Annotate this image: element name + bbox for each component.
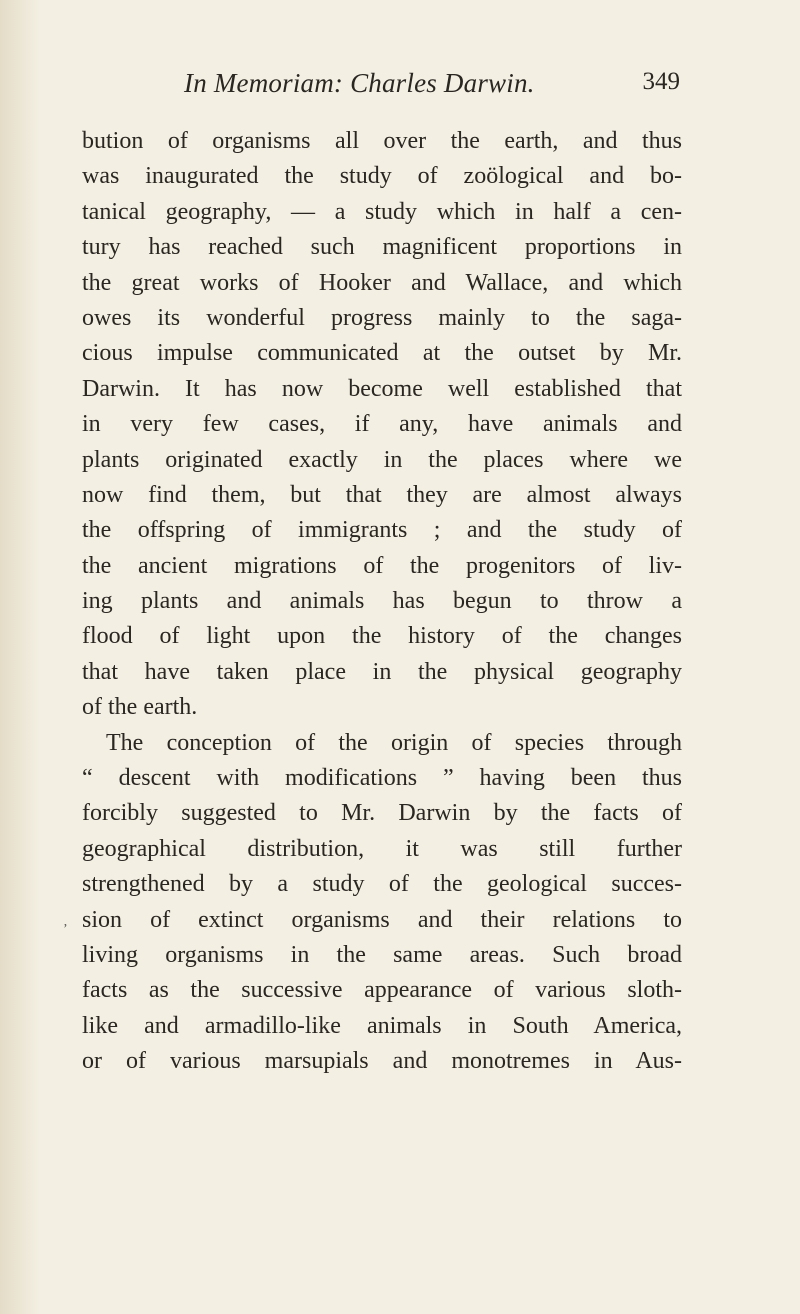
text-line: ing plants and animals has begun to throw a (82, 588, 682, 615)
paragraph-start-line: The conception of the origin of species through (106, 729, 682, 756)
text-line: like and armadillo-like animals in South America, (82, 1012, 682, 1039)
text-line: the ancient migrations of the progenitors of liv- (82, 552, 682, 579)
text-line: sion of extinct organisms and their relations to (82, 906, 682, 933)
text-line: Darwin. It has now become well established that (82, 375, 682, 402)
text-line: tanical geography, — a study which in half a cen- (82, 198, 682, 225)
text-line: or of various marsupials and monotremes in Aus- (82, 1048, 682, 1075)
text-line: in very few cases, if any, have animals and (82, 411, 682, 438)
running-title: In Memoriam: Charles Darwin. (184, 68, 535, 98)
text-line: cious impulse communicated at the outset by Mr. (82, 340, 682, 367)
text-line: that have taken place in the physical geography (82, 658, 682, 685)
stray-ink-mark: ’ (63, 922, 68, 937)
text-line: living organisms in the same areas. Such broad (82, 941, 682, 968)
text-line: flood of light upon the history of the changes (82, 623, 682, 650)
text-line: of the earth. (82, 694, 198, 721)
text-line: the great works of Hooker and Wallace, and which (82, 269, 682, 296)
text-line: owes its wonderful progress mainly to the saga- (82, 304, 682, 331)
text-line: “ descent with modifications ” having been thus (82, 765, 682, 792)
text-line: plants originated exactly in the places where we (82, 446, 682, 473)
text-line: facts as the successive appearance of various sloth- (82, 977, 682, 1004)
text-line: tury has reached such magnificent proportions in (82, 234, 682, 261)
page-number: 349 (642, 68, 680, 95)
text-line: was inaugurated the study of zoölogical and bo- (82, 163, 682, 190)
text-line: the offspring of immigrants ; and the study of (82, 517, 682, 544)
text-line: strengthened by a study of the geological succes- (82, 871, 682, 898)
body-text (82, 124, 682, 1080)
running-head (80, 68, 680, 108)
text-line: geographical distribution, it was still further (82, 835, 682, 862)
text-line: forcibly suggested to Mr. Darwin by the facts of (82, 800, 682, 827)
text-line: now find them, but that they are almost always (82, 481, 682, 508)
text-line: bution of organisms all over the earth, and thus (82, 128, 682, 154)
